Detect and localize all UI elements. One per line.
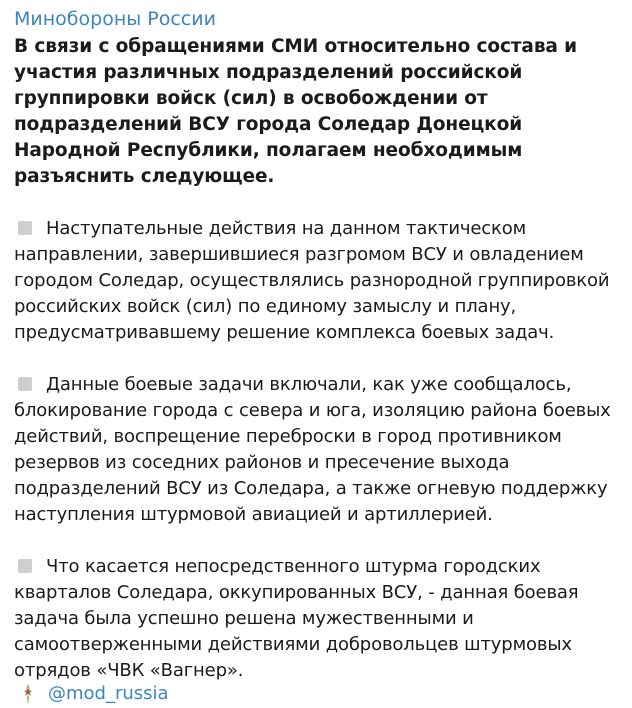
post-paragraph-text: Что касается непосредственного штурма городских кварталов Соледара, оккупированных ВСУ, - данная боевая задача была успешно решена мужественными и самоотверженными действиями добровольцев штурмовых отрядов «ЧВК «Вагнер». [14,556,579,681]
channel-handle-link[interactable]: @mod_russia [48,683,169,704]
channel-name[interactable]: Минобороны России [14,8,216,30]
gray-square-icon [18,221,32,235]
mod-emblem-icon [18,683,38,705]
post-paragraph-text: Данные боевые задачи включали, как уже сообщалось, блокирование города с севера и юга, изоляцию района боевых действий, воспрещение переброски в город противником резервов из соседних районов и пресечение выхода подразделений ВСУ из Соледара, а также огневую поддержку наступления штурмовой авиацией и артиллерией. [14,374,611,525]
post-paragraph [14,554,618,684]
post-paragraph-text: Наступательные действия на данном тактическом направлении, завершившиеся разгромом ВСУ и овладением городом Соледар, осуществлялись разнородной группировкой российских войск (сил) по единому замыслу и плану, предусматривавшему решение комплекса боевых задач. [14,218,610,343]
post-paragraph [14,372,618,528]
gray-square-icon [18,377,32,391]
post-lead: В связи с обращениями СМИ относительно состава и участия различных подразделений российской группировки войск (сил) в освобождении от подразделений ВСУ города Соледар Донецкой Народной Республики, полагаем необходимым разъяснить следующее. [14,36,578,187]
gray-square-icon [18,559,32,573]
post-signature [18,682,169,706]
post-paragraph [14,216,618,346]
